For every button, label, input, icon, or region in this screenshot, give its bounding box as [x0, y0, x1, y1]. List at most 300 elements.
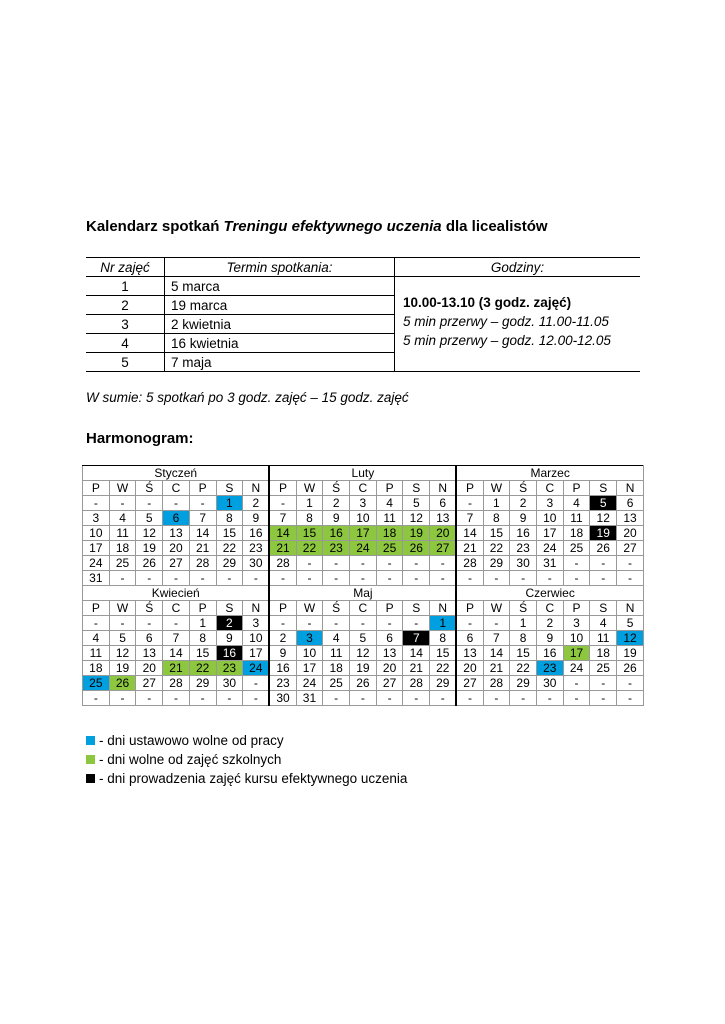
- day-cell: -: [403, 556, 430, 571]
- week-row: [83, 646, 644, 661]
- day-cell: -: [216, 691, 243, 706]
- day-cell: 1: [510, 616, 537, 631]
- day-cell: 19: [109, 661, 136, 676]
- day-cell: -: [109, 691, 136, 706]
- day-cell: 23: [323, 541, 350, 556]
- page-title: Kalendarz spotkań Treningu efektywnego uczenia dla licealistów: [86, 218, 548, 235]
- day-cell: -: [403, 571, 430, 586]
- day-cell: -: [163, 571, 190, 586]
- day-cell: -: [136, 496, 163, 511]
- day-cell: -: [296, 571, 323, 586]
- day-cell: -: [590, 676, 617, 691]
- day-header-row: [83, 481, 644, 496]
- day-cell: 23: [216, 661, 243, 676]
- day-header: C: [536, 601, 563, 616]
- header-date: Termin spotkania:: [165, 258, 395, 277]
- day-cell: 11: [563, 511, 590, 526]
- day-cell: -: [456, 571, 483, 586]
- day-header: W: [296, 481, 323, 496]
- day-cell: 13: [136, 646, 163, 661]
- day-header: W: [483, 601, 510, 616]
- day-cell: -: [617, 676, 644, 691]
- day-cell: 14: [269, 526, 296, 541]
- day-cell: 29: [430, 676, 457, 691]
- day-cell: -: [563, 691, 590, 706]
- day-cell: 24: [296, 676, 323, 691]
- day-cell: 16: [216, 646, 243, 661]
- day-cell: 20: [376, 661, 403, 676]
- day-cell: -: [536, 571, 563, 586]
- hours-cell: 10.00-13.10 (3 godz. zajęć) 5 min przerwy – godz. 11.00-11.05 5 min przerwy – godz. 12.00-12.05: [395, 277, 641, 372]
- day-cell: 5: [109, 631, 136, 646]
- day-header: P: [269, 601, 296, 616]
- day-cell: 25: [563, 541, 590, 556]
- day-cell: 25: [83, 676, 110, 691]
- day-cell: -: [350, 691, 377, 706]
- day-cell: 4: [109, 511, 136, 526]
- day-cell: 10: [296, 646, 323, 661]
- calendar-table: [82, 465, 644, 706]
- day-cell: 15: [483, 526, 510, 541]
- day-header: P: [456, 601, 483, 616]
- day-cell: 27: [617, 541, 644, 556]
- day-cell: 28: [483, 676, 510, 691]
- day-cell: 31: [536, 556, 563, 571]
- day-cell: 1: [430, 616, 457, 631]
- day-cell: 7: [269, 511, 296, 526]
- header-nr: Nr zajęć: [86, 258, 165, 277]
- day-cell: 10: [83, 526, 110, 541]
- day-cell: 6: [617, 496, 644, 511]
- day-cell: 21: [269, 541, 296, 556]
- day-cell: -: [563, 676, 590, 691]
- day-cell: 25: [109, 556, 136, 571]
- day-header: P: [563, 601, 590, 616]
- day-header: C: [163, 481, 190, 496]
- day-cell: 27: [430, 541, 457, 556]
- day-header: Ś: [136, 601, 163, 616]
- summary-text: W sumie: 5 spotkań po 3 godz. zajęć – 15 godz. zajęć: [86, 390, 409, 405]
- day-cell: -: [376, 691, 403, 706]
- day-cell: -: [430, 556, 457, 571]
- week-row: [83, 676, 644, 691]
- day-cell: 4: [563, 496, 590, 511]
- calendar: [82, 465, 644, 706]
- day-cell: 12: [403, 511, 430, 526]
- day-cell: 23: [536, 661, 563, 676]
- day-cell: 6: [136, 631, 163, 646]
- day-cell: 24: [83, 556, 110, 571]
- day-cell: -: [109, 571, 136, 586]
- week-row: [83, 631, 644, 646]
- day-cell: 14: [163, 646, 190, 661]
- day-cell: 4: [376, 496, 403, 511]
- table-row: 2 19 marca: [86, 296, 640, 315]
- day-cell: 17: [296, 661, 323, 676]
- day-header: P: [189, 601, 216, 616]
- day-cell: -: [323, 571, 350, 586]
- day-cell: 8: [189, 631, 216, 646]
- day-cell: 27: [136, 676, 163, 691]
- day-cell: 9: [216, 631, 243, 646]
- harmonogram-title: Harmonogram:: [86, 430, 194, 447]
- day-cell: 25: [590, 661, 617, 676]
- day-header: N: [617, 601, 644, 616]
- day-cell: 25: [323, 676, 350, 691]
- black-square-icon: [86, 774, 95, 783]
- month-name: Czerwiec: [456, 586, 643, 601]
- day-cell: 10: [350, 511, 377, 526]
- day-cell: 26: [350, 676, 377, 691]
- day-cell: 8: [510, 631, 537, 646]
- day-header: P: [563, 481, 590, 496]
- day-cell: -: [189, 496, 216, 511]
- day-cell: 22: [216, 541, 243, 556]
- day-cell: 29: [216, 556, 243, 571]
- day-cell: 28: [189, 556, 216, 571]
- day-cell: 20: [456, 661, 483, 676]
- day-cell: -: [617, 571, 644, 586]
- day-cell: 22: [430, 661, 457, 676]
- day-cell: -: [83, 691, 110, 706]
- day-cell: 16: [243, 526, 270, 541]
- day-header: Ś: [510, 601, 537, 616]
- day-cell: 22: [296, 541, 323, 556]
- day-cell: -: [456, 496, 483, 511]
- day-cell: -: [510, 571, 537, 586]
- day-cell: -: [189, 691, 216, 706]
- legend-item: - dni prowadzenia zajęć kursu efektywnego uczenia: [86, 769, 407, 788]
- day-cell: 30: [216, 676, 243, 691]
- week-row: [83, 511, 644, 526]
- day-header: P: [456, 481, 483, 496]
- day-header: C: [350, 481, 377, 496]
- day-cell: 14: [483, 646, 510, 661]
- day-cell: 6: [376, 631, 403, 646]
- day-cell: 24: [243, 661, 270, 676]
- day-cell: 18: [376, 526, 403, 541]
- day-header: P: [376, 601, 403, 616]
- day-cell: 4: [323, 631, 350, 646]
- day-cell: 11: [590, 631, 617, 646]
- day-cell: 17: [563, 646, 590, 661]
- day-cell: 15: [510, 646, 537, 661]
- week-row: [83, 661, 644, 676]
- day-cell: -: [376, 616, 403, 631]
- day-cell: -: [243, 571, 270, 586]
- green-square-icon: [86, 755, 95, 764]
- day-cell: 26: [403, 541, 430, 556]
- day-cell: -: [323, 691, 350, 706]
- day-cell: 14: [189, 526, 216, 541]
- day-cell: 6: [456, 631, 483, 646]
- day-cell: 13: [163, 526, 190, 541]
- day-cell: 3: [296, 631, 323, 646]
- day-cell: 20: [163, 541, 190, 556]
- day-header: W: [296, 601, 323, 616]
- day-cell: 22: [483, 541, 510, 556]
- day-cell: 18: [563, 526, 590, 541]
- day-header: C: [350, 601, 377, 616]
- day-header: N: [430, 481, 457, 496]
- day-cell: 27: [376, 676, 403, 691]
- day-cell: 18: [109, 541, 136, 556]
- day-cell: 9: [323, 511, 350, 526]
- day-header: S: [216, 601, 243, 616]
- day-cell: 14: [403, 646, 430, 661]
- day-cell: 30: [510, 556, 537, 571]
- day-cell: 21: [483, 661, 510, 676]
- day-cell: 13: [617, 511, 644, 526]
- week-row: [83, 571, 644, 586]
- day-cell: -: [269, 496, 296, 511]
- day-cell: 15: [296, 526, 323, 541]
- day-cell: 12: [350, 646, 377, 661]
- day-cell: 9: [510, 511, 537, 526]
- day-cell: -: [243, 691, 270, 706]
- table-row: 5 7 maja: [86, 353, 640, 372]
- day-cell: 30: [243, 556, 270, 571]
- day-cell: 1: [296, 496, 323, 511]
- day-header: W: [109, 481, 136, 496]
- day-cell: 29: [510, 676, 537, 691]
- day-cell: -: [590, 691, 617, 706]
- day-cell: 23: [269, 676, 296, 691]
- day-cell: 27: [163, 556, 190, 571]
- day-cell: -: [323, 616, 350, 631]
- day-cell: 17: [536, 526, 563, 541]
- day-cell: 9: [243, 511, 270, 526]
- day-header: N: [243, 601, 270, 616]
- day-cell: 17: [350, 526, 377, 541]
- day-cell: 19: [617, 646, 644, 661]
- day-cell: -: [243, 676, 270, 691]
- day-cell: 19: [590, 526, 617, 541]
- day-cell: 13: [456, 646, 483, 661]
- day-cell: -: [163, 616, 190, 631]
- day-header-row: [83, 601, 644, 616]
- day-cell: 26: [109, 676, 136, 691]
- day-cell: -: [536, 691, 563, 706]
- day-cell: -: [189, 571, 216, 586]
- day-cell: 19: [403, 526, 430, 541]
- day-cell: 21: [403, 661, 430, 676]
- day-cell: -: [296, 616, 323, 631]
- day-cell: 2: [243, 496, 270, 511]
- day-cell: -: [83, 616, 110, 631]
- day-cell: 10: [243, 631, 270, 646]
- day-cell: -: [510, 691, 537, 706]
- day-cell: 19: [350, 661, 377, 676]
- day-cell: 18: [83, 661, 110, 676]
- week-row: [83, 556, 644, 571]
- day-cell: 3: [83, 511, 110, 526]
- day-header: C: [536, 481, 563, 496]
- day-cell: 15: [189, 646, 216, 661]
- day-cell: 28: [403, 676, 430, 691]
- day-cell: 18: [590, 646, 617, 661]
- day-cell: 1: [483, 496, 510, 511]
- day-cell: 12: [136, 526, 163, 541]
- day-cell: 5: [403, 496, 430, 511]
- day-cell: 2: [216, 616, 243, 631]
- day-cell: -: [109, 496, 136, 511]
- day-header: C: [163, 601, 190, 616]
- day-cell: -: [403, 691, 430, 706]
- month-name: Kwiecień: [83, 586, 270, 601]
- day-cell: 1: [216, 496, 243, 511]
- day-cell: 28: [456, 556, 483, 571]
- day-cell: 4: [590, 616, 617, 631]
- day-header: N: [430, 601, 457, 616]
- month-name: Maj: [269, 586, 456, 601]
- day-cell: 1: [189, 616, 216, 631]
- day-cell: 2: [510, 496, 537, 511]
- day-cell: 11: [83, 646, 110, 661]
- day-cell: 4: [83, 631, 110, 646]
- day-header: S: [590, 601, 617, 616]
- day-cell: -: [269, 571, 296, 586]
- day-cell: 17: [83, 541, 110, 556]
- blue-square-icon: [86, 736, 95, 745]
- day-cell: -: [109, 616, 136, 631]
- day-header: Ś: [136, 481, 163, 496]
- day-cell: -: [456, 691, 483, 706]
- day-cell: 23: [510, 541, 537, 556]
- day-cell: 10: [536, 511, 563, 526]
- day-cell: -: [136, 616, 163, 631]
- day-cell: -: [163, 496, 190, 511]
- day-cell: 16: [323, 526, 350, 541]
- day-cell: -: [350, 571, 377, 586]
- day-header: S: [590, 481, 617, 496]
- day-cell: 2: [269, 631, 296, 646]
- day-cell: -: [216, 571, 243, 586]
- week-row: [83, 496, 644, 511]
- day-cell: -: [350, 616, 377, 631]
- day-cell: 14: [456, 526, 483, 541]
- day-cell: 19: [136, 541, 163, 556]
- day-header: Ś: [510, 481, 537, 496]
- day-cell: 2: [536, 616, 563, 631]
- day-header: P: [376, 481, 403, 496]
- day-cell: -: [350, 556, 377, 571]
- day-cell: 20: [136, 661, 163, 676]
- day-cell: -: [483, 691, 510, 706]
- day-cell: 27: [456, 676, 483, 691]
- day-cell: 12: [109, 646, 136, 661]
- day-cell: -: [563, 571, 590, 586]
- day-cell: 15: [430, 646, 457, 661]
- day-cell: 22: [189, 661, 216, 676]
- day-header: P: [83, 601, 110, 616]
- table-row: 4 16 kwietnia: [86, 334, 640, 353]
- day-cell: 24: [350, 541, 377, 556]
- day-cell: 6: [430, 496, 457, 511]
- day-cell: 3: [243, 616, 270, 631]
- day-cell: -: [136, 691, 163, 706]
- day-cell: 29: [189, 676, 216, 691]
- day-cell: -: [296, 556, 323, 571]
- legend-item: - dni ustawowo wolne od pracy: [86, 731, 407, 750]
- day-cell: 7: [189, 511, 216, 526]
- day-cell: -: [430, 571, 457, 586]
- day-cell: 8: [483, 511, 510, 526]
- week-row: [83, 691, 644, 706]
- day-header: W: [109, 601, 136, 616]
- week-row: [83, 526, 644, 541]
- day-cell: 11: [376, 511, 403, 526]
- day-cell: 29: [483, 556, 510, 571]
- day-header: P: [269, 481, 296, 496]
- header-hours: Godziny:: [395, 258, 641, 277]
- day-cell: 21: [163, 661, 190, 676]
- day-cell: 7: [163, 631, 190, 646]
- day-cell: 17: [243, 646, 270, 661]
- day-cell: 10: [563, 631, 590, 646]
- day-cell: 7: [403, 631, 430, 646]
- table-row: 3 2 kwietnia: [86, 315, 640, 334]
- month-name: Marzec: [456, 466, 643, 481]
- day-cell: -: [376, 571, 403, 586]
- day-cell: 21: [189, 541, 216, 556]
- day-cell: 2: [323, 496, 350, 511]
- month-name: Luty: [269, 466, 456, 481]
- day-header: S: [403, 481, 430, 496]
- day-cell: 5: [617, 616, 644, 631]
- legend: [86, 731, 407, 788]
- day-cell: -: [590, 571, 617, 586]
- day-cell: 5: [350, 631, 377, 646]
- day-cell: -: [430, 691, 457, 706]
- day-cell: 3: [350, 496, 377, 511]
- day-cell: 31: [83, 571, 110, 586]
- day-cell: 15: [216, 526, 243, 541]
- day-cell: 28: [163, 676, 190, 691]
- day-header: W: [483, 481, 510, 496]
- day-cell: 12: [617, 631, 644, 646]
- day-cell: -: [323, 556, 350, 571]
- month-name: Styczeń: [83, 466, 270, 481]
- day-cell: 25: [376, 541, 403, 556]
- day-cell: -: [483, 571, 510, 586]
- day-cell: 9: [269, 646, 296, 661]
- day-cell: 9: [536, 631, 563, 646]
- table-row: 1 5 marca 10.00-13.10 (3 godz. zajęć) 5 min przerwy – godz. 11.00-11.05 5 min przerwy – godz. 12.00-12.05: [86, 277, 640, 296]
- day-cell: -: [483, 616, 510, 631]
- day-cell: -: [83, 496, 110, 511]
- day-cell: 26: [617, 661, 644, 676]
- day-cell: 20: [617, 526, 644, 541]
- day-header: S: [216, 481, 243, 496]
- day-header: Ś: [323, 481, 350, 496]
- day-header: P: [83, 481, 110, 496]
- day-cell: 5: [590, 496, 617, 511]
- day-cell: 3: [563, 616, 590, 631]
- day-cell: 20: [430, 526, 457, 541]
- day-cell: 28: [269, 556, 296, 571]
- legend-item: - dni wolne od zajęć szkolnych: [86, 750, 407, 769]
- day-cell: -: [136, 571, 163, 586]
- day-cell: 3: [536, 496, 563, 511]
- day-cell: 7: [483, 631, 510, 646]
- day-cell: 16: [536, 646, 563, 661]
- week-row: [83, 541, 644, 556]
- day-cell: -: [563, 556, 590, 571]
- month-name-row: [83, 466, 644, 481]
- day-cell: -: [269, 616, 296, 631]
- day-cell: 30: [536, 676, 563, 691]
